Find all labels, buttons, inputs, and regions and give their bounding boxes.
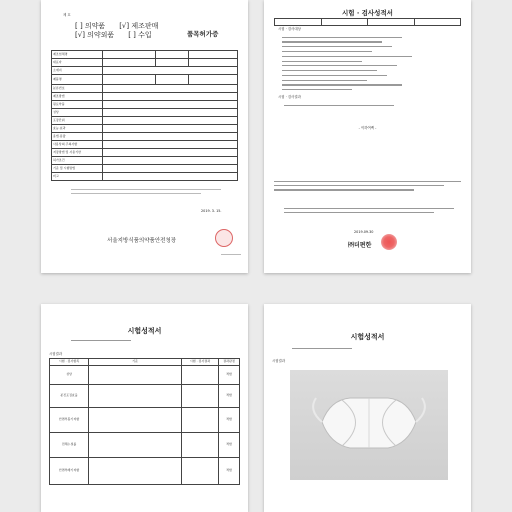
test-report-photo-page (264, 304, 471, 512)
report-header-table (274, 18, 461, 26)
report-end-note: - 이하여백 - (358, 126, 377, 130)
test-results-table (49, 358, 240, 485)
table-header-row: 시험 · 검사항목 기준 시험 · 검사결과 결과판정 (50, 359, 240, 366)
table-row: 소재지 (52, 67, 238, 75)
report-tested-section (278, 27, 301, 31)
table-row (275, 19, 461, 26)
permit-date: 2019. 3. 15. (201, 209, 222, 213)
kf94-mask-icon (290, 370, 448, 480)
report-title: 시험 · 검사성적서 (342, 9, 393, 17)
table-row: 허가조건 (52, 157, 238, 165)
official-seal (215, 229, 233, 247)
table-row: 성상 (52, 109, 238, 117)
table-row: 포장단위 (52, 117, 238, 125)
table-row: 사용상의 주의사항 (52, 141, 238, 149)
table-row: 안면부배기저항 적합 (50, 458, 240, 485)
report-result-line (284, 105, 394, 106)
section-label: 시험 · 검사대상 (278, 27, 301, 31)
table-row: 기준 및 시험방법 (52, 165, 238, 173)
report-company: ㈜더편한 (348, 242, 372, 249)
checkbox-import: [ ] 수입 (128, 31, 152, 39)
report-number-line (71, 340, 131, 341)
table-row: 분류번호 (52, 85, 238, 93)
checkbox-manufacture-sale: [√] 제조판매 (119, 22, 159, 30)
table-row: 대표자 (52, 59, 238, 67)
permit-issuer: 서울지방식품의약품안전청장 (107, 238, 177, 244)
permit-footer-line (221, 254, 241, 255)
report-title: 시험성적서 (350, 333, 385, 341)
report-title: 시험성적서 (127, 327, 162, 335)
table-row: 효능·효과 (52, 125, 238, 133)
table-row: 제품명 (52, 75, 238, 85)
table-row: 분진포집효율 적합 (50, 385, 240, 408)
table-row: 저장방법 및 사용기한 (52, 149, 238, 157)
company-seal (381, 234, 397, 250)
test-report-table-page (41, 304, 248, 512)
table-row: 성상 적합 (50, 366, 240, 385)
checkbox-pharmaceutical: [ ] 의약품 (75, 22, 106, 30)
section-label: 시험결과 (49, 352, 63, 356)
permit-title: 품목허가증 (187, 30, 219, 38)
report-result-section (278, 95, 301, 99)
table-row: 안면부흡기저항 적합 (50, 408, 240, 433)
report-tested-lines (282, 33, 462, 94)
permit-notice-text (71, 186, 221, 197)
inspection-report-page (264, 0, 471, 273)
report-notes-block (274, 178, 461, 194)
mask-photo (290, 370, 448, 480)
report-remarks-block (284, 205, 454, 216)
table-row: 용법·용량 (52, 133, 238, 141)
section-label: 시험결과 (272, 359, 286, 363)
table-row: 원료약품 (52, 101, 238, 109)
table-row: 비고 (52, 173, 238, 181)
permit-fields-table (51, 50, 238, 181)
table-row: 제조방법 (52, 93, 238, 101)
table-row: 제조업체명 (52, 51, 238, 59)
table-row: 전체누설률 적합 (50, 433, 240, 458)
permit-checkbox-group (75, 22, 158, 40)
report-number-line (292, 348, 352, 349)
section-label: 시험 · 검사결과 (278, 95, 301, 99)
product-permit-page (41, 0, 248, 273)
permit-number: 제 호 (63, 13, 71, 17)
report-date: 2019.09.30 (354, 230, 374, 234)
checkbox-quasi-drug: [√] 의약외품 (75, 31, 115, 39)
